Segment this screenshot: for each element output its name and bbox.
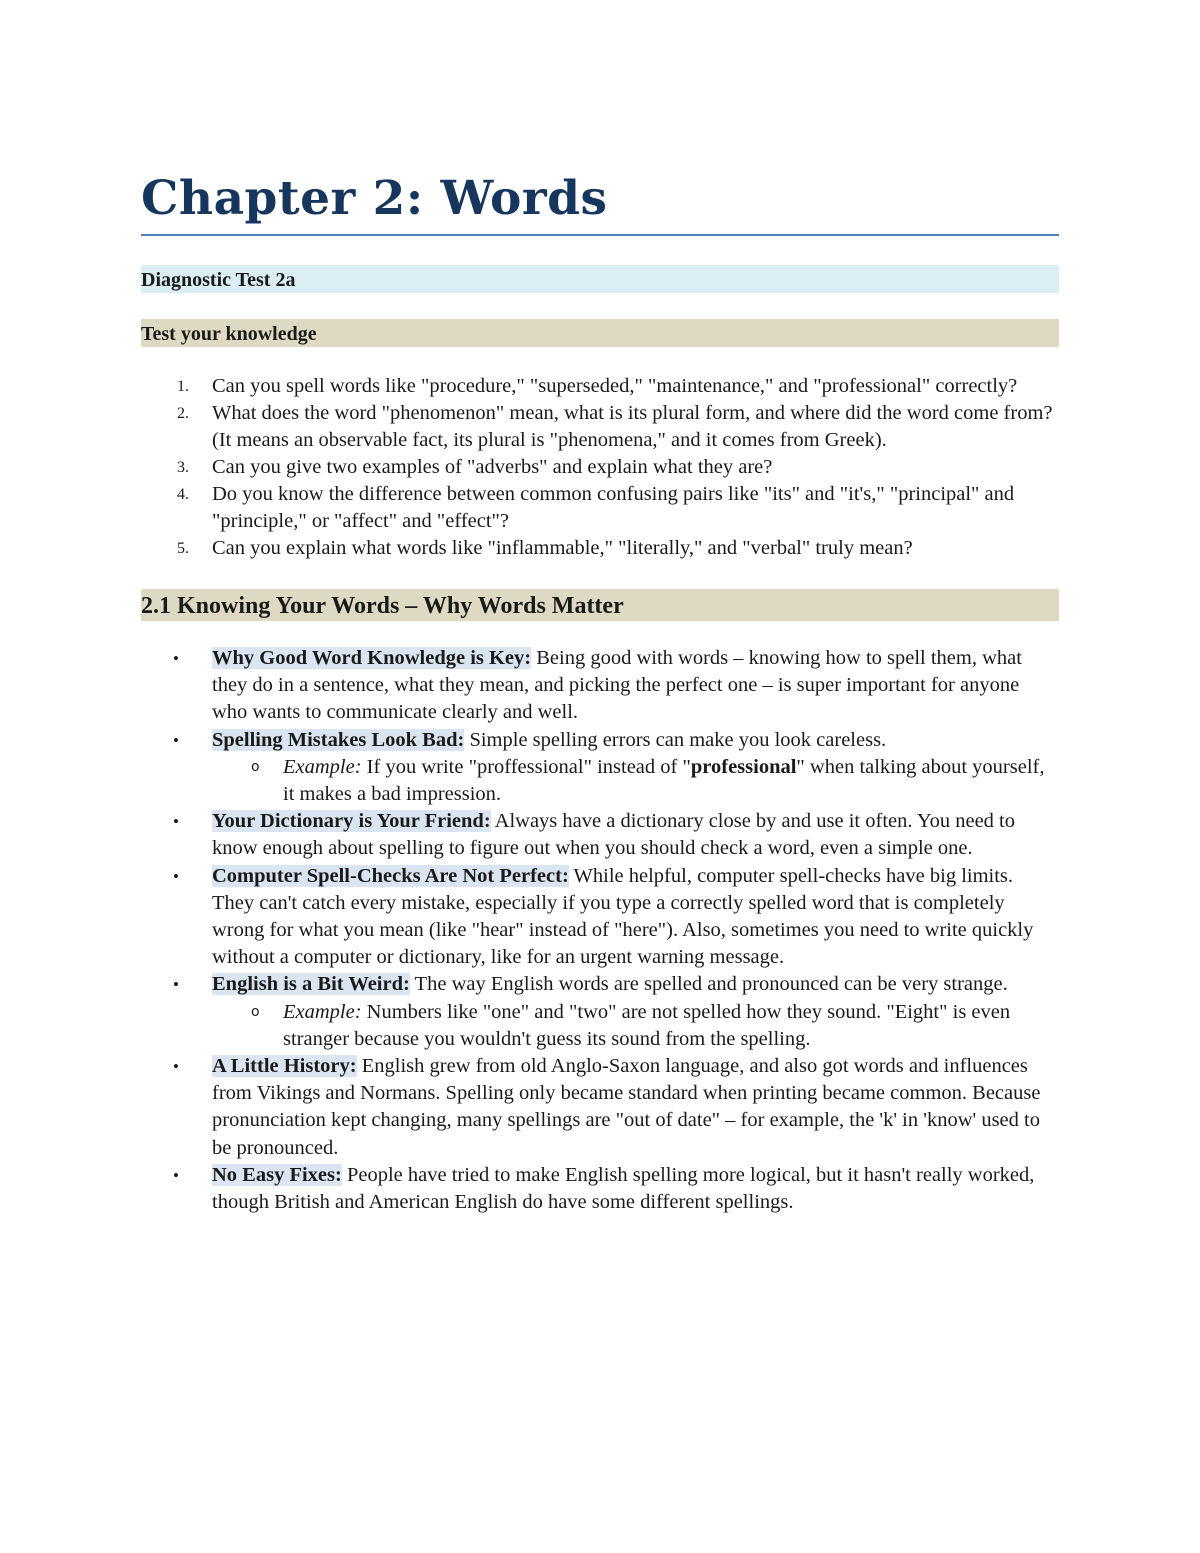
bullet-icon: • — [173, 1165, 179, 1185]
bullet-item — [141, 863, 1059, 972]
sub-bullet-icon: o — [251, 758, 260, 775]
test-heading: Test your knowledge — [141, 319, 1059, 347]
bullet-icon: • — [173, 1057, 179, 1077]
example-bold-word: professional — [690, 755, 797, 778]
bullet-text: Simple spelling errors can make you look careless. — [464, 728, 887, 751]
example-text-end: " when talking about yourself, it makes a bad impression. — [283, 755, 1045, 806]
example-text: If you write "proffessional" instead of " — [361, 755, 691, 778]
section-heading: 2.1 Knowing Your Words – Why Words Matter — [141, 589, 1059, 621]
question-number: 3. — [177, 459, 189, 476]
bullet-icon: • — [173, 812, 179, 832]
question-item — [141, 373, 1059, 400]
bullet-term: Spelling Mistakes Look Bad: — [212, 728, 465, 751]
question-number: 2. — [177, 405, 189, 422]
sub-item — [141, 999, 1059, 1053]
bullet-item — [141, 645, 1059, 727]
sub-list — [212, 754, 1059, 808]
bullet-icon: • — [173, 730, 179, 750]
bullet-icon: • — [173, 649, 179, 668]
sub-item-body — [212, 999, 1059, 1053]
bullet-term: English is a Bit Weird: — [212, 973, 410, 996]
chapter-title: Chapter 2: Words — [141, 171, 608, 226]
example-label: Example: — [283, 1000, 362, 1023]
question-text: Can you spell words like "procedure," "superseded," "maintenance," and "professional" correctly? — [212, 375, 1018, 397]
question-item — [141, 481, 1059, 535]
question-item — [141, 535, 1059, 562]
page-content — [141, 166, 1059, 1216]
question-text: What does the word "phenomenon" mean, what is its plural form, and where did the word come from? (It means an observable fact, its plural is "phenomena," and it comes from Greek). — [212, 402, 1053, 451]
bullet-term: Your Dictionary is Your Friend: — [212, 810, 491, 833]
bullet-item — [141, 971, 1059, 1053]
bullet-text: The way English words are spelled and pronounced can be very strange. — [409, 973, 1008, 996]
title-rule — [141, 234, 1059, 236]
bullet-item — [141, 1053, 1059, 1162]
sub-item-body — [212, 754, 1059, 808]
bullet-term: Computer Spell-Checks Are Not Perfect: — [212, 864, 569, 887]
question-text: Can you explain what words like "inflammable," "literally," and "verbal" truly mean? — [212, 537, 913, 559]
bullet-text: While helpful, computer spell-checks have big limits. They can't catch every mistake, especially if you type a correctly spelled word that is completely wrong for what you mean (like "hear" instead of "here"). Also, sometimes you need to write quickly without a computer or dictionary, like for an urgent warning message. — [212, 864, 1034, 969]
question-number: 4. — [177, 486, 189, 503]
bullet-item — [141, 1162, 1059, 1216]
question-list — [141, 373, 1059, 562]
bullet-item — [141, 808, 1059, 862]
bullet-item — [141, 727, 1059, 809]
bullet-icon: • — [173, 975, 179, 995]
bullet-text: People have tried to make English spelling more logical, but it hasn't really worked, though British and American English do have some different spellings. — [212, 1163, 1035, 1214]
bullet-term: Why Good Word Knowledge is Key: — [212, 647, 532, 669]
question-item — [141, 400, 1059, 454]
example-text: Numbers like "one" and "two" are not spelled how they sound. "Eight" is even stranger because you wouldn't guess its sound from the spelling. — [283, 1000, 1011, 1050]
bullet-icon: • — [173, 866, 179, 886]
question-item — [141, 454, 1059, 481]
bullet-text: English grew from old Anglo-Saxon language, and also got words and influences from Vikings and Normans. Spelling only became standard when printing became common. Because pronunciation kept changing, many spellings are "out of date" – for example, the 'k' in 'know' used to be pronounced. — [212, 1055, 1041, 1159]
bullet-list — [141, 645, 1059, 1216]
question-text: Can you give two examples of "adverbs" and explain what they are? — [212, 456, 773, 478]
sub-list — [212, 999, 1059, 1053]
question-number: 5. — [177, 540, 189, 557]
question-text: Do you know the difference between common confusing pairs like "its" and "it's," "principal" and "principle," or "affect" and "effect"? — [212, 483, 1015, 532]
diagnostic-heading: Diagnostic Test 2a — [141, 265, 1059, 293]
question-number: 1. — [177, 378, 189, 395]
bullet-text: Being good with words – knowing how to spell them, what they do in a sentence, what they mean, and picking the perfect one – is super important for anyone who wants to communicate clearly and well. — [212, 647, 1022, 724]
bullet-term: No Easy Fixes: — [212, 1163, 342, 1186]
sub-bullet-icon: o — [251, 1003, 260, 1020]
bullet-term: A Little History: — [212, 1055, 357, 1078]
sub-item — [141, 754, 1059, 808]
bullet-text: Always have a dictionary close by and use it often. You need to know enough about spelling to figure out when you should check a word, even a simple one. — [212, 810, 1016, 860]
example-label: Example: — [283, 755, 362, 778]
